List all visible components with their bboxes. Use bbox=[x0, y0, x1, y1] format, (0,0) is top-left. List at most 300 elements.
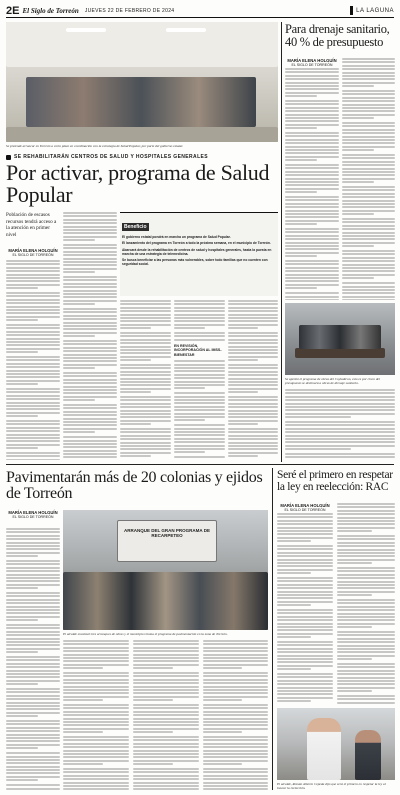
body-text-line bbox=[342, 213, 374, 215]
reeleccion-byline bbox=[277, 503, 333, 513]
body-text-line bbox=[120, 327, 151, 329]
body-text-line bbox=[342, 97, 395, 99]
body-text-line bbox=[285, 124, 339, 126]
body-text-line bbox=[6, 299, 60, 301]
body-text-line bbox=[63, 450, 117, 452]
body-text-line bbox=[120, 320, 171, 322]
body-text-line bbox=[63, 692, 129, 694]
body-text-line bbox=[63, 664, 129, 666]
body-text-line bbox=[63, 440, 117, 442]
body-text-line bbox=[6, 459, 60, 460]
body-text-line bbox=[120, 332, 171, 334]
body-text-line bbox=[337, 702, 395, 704]
body-text-line bbox=[285, 389, 395, 391]
body-text-line bbox=[174, 428, 225, 430]
body-text-line bbox=[63, 768, 129, 770]
body-text-line bbox=[63, 399, 95, 401]
body-text-line bbox=[277, 523, 333, 525]
body-text-line bbox=[6, 370, 60, 372]
body-text-line bbox=[285, 231, 339, 233]
body-text-line bbox=[6, 574, 60, 576]
body-text-line bbox=[6, 587, 38, 589]
body-text-line bbox=[337, 666, 395, 668]
body-text-line bbox=[6, 373, 60, 375]
body-text-line bbox=[228, 384, 278, 386]
body-text-line bbox=[174, 360, 225, 362]
body-text-line bbox=[120, 352, 171, 354]
body-text-line bbox=[285, 263, 339, 265]
body-text-line bbox=[63, 782, 129, 784]
body-text-line bbox=[277, 548, 333, 550]
desk: EL SIGLO DE TORREÓN bbox=[291, 63, 333, 68]
body-text-line bbox=[6, 712, 60, 714]
body-text-line bbox=[285, 280, 339, 282]
body-text-line bbox=[342, 225, 395, 227]
body-text-line bbox=[285, 132, 339, 134]
body-text-line bbox=[120, 413, 171, 415]
body-text-line bbox=[133, 753, 199, 755]
body-text-line bbox=[63, 667, 103, 669]
body-text-line bbox=[203, 660, 268, 662]
body-text-line bbox=[277, 545, 333, 547]
body-text-line bbox=[277, 641, 333, 643]
main-byline bbox=[6, 248, 60, 258]
body-text-line bbox=[337, 645, 395, 647]
main-headline: Por activar, programa de Salud Popular bbox=[6, 160, 270, 208]
body-text-line bbox=[285, 120, 339, 122]
body-text-line bbox=[285, 220, 339, 222]
body-text-line bbox=[277, 540, 311, 542]
sidebar-bullet: Se busca beneficiar a las personas más vulnerables, sobre todo familias que no cuenten con seguridad social. bbox=[122, 258, 268, 267]
section-label bbox=[350, 6, 394, 15]
body-text-line bbox=[342, 154, 395, 156]
body-text-line bbox=[63, 318, 117, 320]
body-text-line bbox=[228, 413, 278, 415]
body-text-line bbox=[174, 406, 225, 408]
body-text-line bbox=[6, 666, 60, 668]
body-text-line bbox=[277, 693, 333, 695]
ceiling-light bbox=[166, 28, 206, 32]
body-text-line bbox=[63, 760, 129, 762]
body-text-line bbox=[63, 721, 129, 723]
body-text-line bbox=[337, 623, 395, 625]
body-text-line bbox=[337, 559, 395, 561]
body-text-line bbox=[285, 216, 339, 218]
body-text-line bbox=[63, 778, 129, 780]
body-text-line bbox=[285, 78, 339, 80]
body-text-line bbox=[174, 327, 205, 329]
body-text-line bbox=[6, 306, 60, 308]
body-text-line bbox=[6, 324, 60, 326]
kicker-bullet-icon bbox=[6, 155, 11, 160]
body-text-line bbox=[203, 714, 268, 716]
body-text-line bbox=[6, 723, 60, 725]
body-text-line bbox=[337, 651, 395, 653]
body-text-line bbox=[285, 274, 339, 276]
body-text-line bbox=[285, 181, 339, 183]
body-text-line bbox=[342, 206, 395, 208]
body-text-line bbox=[6, 592, 60, 594]
body-text-line bbox=[120, 335, 171, 337]
body-text-line bbox=[120, 442, 171, 444]
body-text-line bbox=[6, 274, 60, 276]
body-text-line bbox=[203, 664, 268, 666]
body-text-line bbox=[342, 117, 374, 119]
body-text-line bbox=[63, 788, 129, 790]
body-text-line bbox=[228, 339, 278, 341]
body-text-line bbox=[63, 244, 117, 246]
body-text-line bbox=[203, 692, 268, 694]
body-text-line bbox=[342, 65, 395, 67]
body-text-line bbox=[6, 542, 60, 544]
body-text-line bbox=[133, 756, 199, 758]
body-text-line bbox=[342, 257, 395, 259]
desk: EL SIGLO DE TORREÓN bbox=[12, 515, 54, 520]
body-text-line bbox=[285, 406, 395, 408]
body-text-line bbox=[174, 307, 225, 309]
body-text-line bbox=[6, 631, 60, 633]
body-text-line bbox=[120, 359, 151, 361]
body-text-line bbox=[337, 687, 395, 689]
body-text-line bbox=[174, 370, 225, 372]
body-text-line bbox=[120, 317, 171, 319]
main-deck: Población de escasos recursos tendrá acceso a la atención en primer nivel bbox=[6, 212, 57, 238]
body-text-line bbox=[63, 421, 117, 423]
body-text-line bbox=[277, 597, 333, 599]
body-text-line bbox=[277, 661, 333, 663]
body-text-line bbox=[285, 164, 339, 166]
body-text-line bbox=[342, 78, 395, 80]
body-text-line bbox=[63, 290, 117, 292]
body-text-line bbox=[342, 235, 395, 237]
body-text-line bbox=[63, 424, 117, 426]
body-text-line bbox=[133, 711, 199, 713]
body-text-line bbox=[203, 739, 268, 741]
body-text-line bbox=[277, 530, 333, 532]
body-text-line bbox=[63, 711, 129, 713]
body-text-line bbox=[285, 252, 339, 254]
body-text-line bbox=[228, 431, 278, 433]
body-text-line bbox=[6, 577, 60, 579]
body-text-line bbox=[63, 286, 117, 288]
body-text-line bbox=[228, 303, 278, 305]
body-text-line bbox=[203, 643, 268, 645]
body-text-line bbox=[285, 95, 317, 97]
main-column-5 bbox=[228, 300, 278, 460]
body-text-line bbox=[337, 602, 395, 604]
body-text-line bbox=[342, 203, 395, 205]
body-text-line bbox=[174, 451, 205, 453]
council-photo-caption: Se aprobó el programa de obras del Cuyladicon, esto es por cinco del presupuesto se destinará a obras de drenaje sanitario. bbox=[285, 377, 380, 386]
body-text-line bbox=[63, 279, 117, 281]
body-text-line bbox=[285, 146, 339, 148]
body-text-line bbox=[203, 718, 268, 720]
body-text-line bbox=[133, 736, 199, 738]
body-text-line bbox=[285, 424, 395, 426]
crowd bbox=[63, 572, 268, 630]
body-text-line bbox=[277, 612, 333, 614]
body-text-line bbox=[6, 405, 60, 407]
body-text-line bbox=[277, 587, 333, 589]
body-text-line bbox=[203, 736, 268, 738]
body-text-line bbox=[203, 788, 268, 790]
pavimentacion-column-4 bbox=[203, 640, 268, 790]
kicker-text: SE REHABILITARÁN CENTROS DE SALUD Y HOSPITALES GENERALES bbox=[14, 154, 208, 160]
body-text-line bbox=[133, 664, 199, 666]
pavimentacion-column-1 bbox=[6, 528, 60, 790]
body-text-line bbox=[342, 125, 395, 127]
body-text-line bbox=[6, 651, 38, 653]
body-text-line bbox=[63, 315, 117, 317]
body-text-line bbox=[285, 421, 395, 423]
body-text-line bbox=[63, 367, 95, 369]
body-text-line bbox=[342, 139, 395, 141]
body-text-line bbox=[277, 562, 333, 564]
body-text-line bbox=[203, 778, 268, 780]
body-text-line bbox=[337, 631, 395, 633]
author: MARÍA ELENA HOLGUÍN bbox=[8, 510, 58, 515]
body-text-line bbox=[133, 771, 199, 773]
body-text-line bbox=[120, 367, 171, 369]
body-text-line bbox=[203, 760, 268, 762]
body-text-line bbox=[342, 232, 395, 234]
body-text-line bbox=[120, 396, 171, 398]
body-text-line bbox=[133, 731, 173, 733]
body-text-line bbox=[203, 782, 268, 784]
photo-caption: Se pretende arrancar en Torreón a corto plazo en coordinación con la estrategia de Salud Popular, por parte del gobierno estatal. bbox=[6, 144, 184, 148]
meeting-table bbox=[295, 348, 385, 358]
body-text-line bbox=[228, 317, 278, 319]
body-text-line bbox=[63, 332, 117, 334]
body-text-line bbox=[174, 335, 225, 337]
body-text-line bbox=[6, 388, 60, 390]
body-text-line bbox=[6, 779, 38, 781]
body-text-line bbox=[120, 339, 171, 341]
body-text-line bbox=[63, 650, 129, 652]
body-text-line bbox=[6, 788, 60, 790]
body-text-line bbox=[174, 445, 225, 447]
body-text-line bbox=[6, 752, 60, 754]
body-text-line bbox=[6, 319, 38, 321]
body-text-line bbox=[342, 286, 395, 288]
body-text-line bbox=[337, 641, 395, 643]
body-text-line bbox=[6, 260, 60, 262]
body-text-line bbox=[228, 327, 258, 329]
body-text-line bbox=[63, 396, 117, 398]
body-text-line bbox=[277, 633, 333, 635]
body-text-line bbox=[342, 82, 395, 84]
body-text-line bbox=[342, 221, 395, 223]
body-text-line bbox=[6, 302, 60, 304]
body-text-line bbox=[6, 455, 60, 457]
body-text-line bbox=[6, 730, 60, 732]
body-text-line bbox=[120, 381, 171, 383]
body-text-line bbox=[6, 327, 60, 329]
body-text-line bbox=[277, 700, 311, 702]
body-text-line bbox=[174, 387, 205, 389]
body-text-line bbox=[133, 775, 199, 777]
body-text-line bbox=[337, 587, 395, 589]
body-text-line bbox=[203, 672, 268, 674]
body-text-line bbox=[203, 707, 268, 709]
body-text-line bbox=[342, 90, 395, 92]
body-text-line bbox=[6, 548, 60, 550]
body-text-line bbox=[277, 680, 333, 682]
body-text-line bbox=[63, 724, 129, 726]
body-text-line bbox=[6, 402, 60, 404]
body-text-line bbox=[285, 135, 339, 137]
body-text-line bbox=[277, 668, 311, 670]
body-text-line bbox=[228, 416, 278, 418]
body-text-line bbox=[174, 456, 225, 458]
body-text-line bbox=[63, 364, 117, 366]
body-text-line bbox=[277, 676, 333, 678]
ceiling-light bbox=[66, 28, 106, 32]
masthead bbox=[6, 4, 394, 18]
body-text-line bbox=[342, 242, 395, 244]
body-text-line bbox=[342, 146, 395, 148]
body-text-line bbox=[174, 431, 225, 433]
body-text-line bbox=[277, 580, 333, 582]
body-text-line bbox=[63, 763, 103, 765]
body-text-line bbox=[6, 415, 38, 417]
body-text-line bbox=[133, 778, 199, 780]
body-text-line bbox=[337, 634, 395, 636]
body-text-line bbox=[342, 282, 395, 284]
body-text-line bbox=[228, 364, 278, 366]
sidebar-bullet: El lanzamiento del programa en Torreón a todo la próxima semana, en el municipio de Torreón. bbox=[122, 241, 271, 246]
body-text-line bbox=[174, 434, 225, 436]
body-text-line bbox=[63, 654, 129, 656]
body-text-line bbox=[63, 750, 129, 752]
body-text-line bbox=[120, 391, 151, 393]
body-text-line bbox=[285, 431, 395, 433]
body-text-line bbox=[277, 513, 333, 515]
body-text-line bbox=[285, 299, 339, 300]
column-divider bbox=[272, 468, 273, 790]
body-text-line bbox=[63, 379, 117, 381]
body-text-line bbox=[337, 530, 372, 532]
body-text-line bbox=[6, 312, 60, 314]
body-text-line bbox=[337, 542, 395, 544]
body-text-line bbox=[6, 423, 60, 425]
body-text-line bbox=[120, 416, 171, 418]
body-text-line bbox=[174, 402, 225, 404]
body-text-line bbox=[133, 714, 199, 716]
body-text-line bbox=[337, 517, 395, 519]
body-text-line bbox=[63, 261, 117, 263]
body-text-line bbox=[228, 396, 278, 398]
body-text-line bbox=[63, 229, 117, 231]
body-text-line bbox=[285, 409, 395, 411]
body-text-line bbox=[228, 371, 278, 373]
body-text-line bbox=[203, 699, 242, 701]
body-text-line bbox=[63, 392, 117, 394]
body-text-line bbox=[63, 714, 129, 716]
body-text-line bbox=[174, 396, 225, 398]
body-text-line bbox=[6, 663, 60, 665]
body-text-line bbox=[120, 388, 171, 390]
body-text-line bbox=[285, 428, 395, 430]
body-text-line bbox=[6, 599, 60, 601]
main-column-1 bbox=[6, 260, 60, 460]
body-text-line bbox=[285, 82, 339, 84]
body-text-line bbox=[6, 267, 60, 269]
body-text-line bbox=[6, 708, 60, 710]
body-text-line bbox=[277, 527, 333, 529]
body-text-line bbox=[63, 679, 129, 681]
body-text-line bbox=[337, 619, 395, 621]
body-text-line bbox=[285, 127, 317, 129]
body-text-line bbox=[63, 446, 117, 448]
body-text-line bbox=[203, 756, 268, 758]
body-text-line bbox=[6, 338, 60, 340]
body-text-line bbox=[63, 418, 117, 420]
body-text-line bbox=[203, 682, 268, 684]
body-text-line bbox=[203, 775, 268, 777]
body-text-line bbox=[285, 191, 317, 193]
body-text-line bbox=[285, 396, 395, 398]
mayor-figure bbox=[307, 718, 341, 780]
body-text-line bbox=[174, 424, 225, 426]
body-text-line bbox=[342, 58, 395, 60]
body-text-line bbox=[277, 516, 333, 518]
body-text-line bbox=[63, 686, 129, 688]
body-text-line bbox=[277, 533, 333, 535]
pavimentacion-column-2 bbox=[63, 640, 129, 790]
body-text-line bbox=[63, 212, 117, 214]
body-text-line bbox=[203, 763, 242, 765]
body-text-line bbox=[6, 552, 60, 554]
body-text-line bbox=[133, 785, 199, 787]
body-text-line bbox=[63, 411, 117, 413]
body-text-line bbox=[285, 156, 339, 158]
body-text-line bbox=[120, 378, 171, 380]
body-text-line bbox=[228, 420, 278, 422]
body-text-line bbox=[342, 72, 395, 74]
body-text-line bbox=[6, 391, 60, 393]
body-text-line bbox=[337, 567, 395, 569]
body-text-line bbox=[277, 636, 311, 638]
body-text-line bbox=[342, 122, 395, 124]
body-text-line bbox=[6, 535, 60, 537]
body-text-line bbox=[63, 322, 117, 324]
body-text-line bbox=[277, 537, 333, 539]
body-text-line bbox=[6, 776, 60, 778]
body-text-line bbox=[63, 643, 129, 645]
body-text-line bbox=[285, 292, 339, 294]
body-text-line bbox=[342, 245, 374, 247]
body-text-line bbox=[120, 307, 171, 309]
body-text-line bbox=[120, 431, 171, 433]
main-column-4 bbox=[174, 300, 225, 460]
body-text-line bbox=[228, 445, 278, 447]
body-text-line bbox=[203, 675, 268, 677]
body-text-line bbox=[63, 343, 117, 345]
body-text-line bbox=[6, 380, 60, 382]
body-text-line bbox=[277, 569, 333, 571]
body-text-line bbox=[285, 260, 339, 262]
body-text-line bbox=[337, 552, 395, 554]
body-text-line bbox=[342, 61, 395, 63]
body-text-line bbox=[285, 441, 395, 443]
body-text-line bbox=[6, 344, 60, 346]
body-text-line bbox=[63, 753, 129, 755]
recarpeteo-caption: El alcalde encabezó tres arranques de obras y el municipio retoma el programa de pavimentación en la zona de Torreón. bbox=[63, 632, 228, 636]
body-text-line bbox=[63, 271, 95, 273]
body-text-line bbox=[285, 403, 395, 405]
body-text-line bbox=[63, 660, 129, 662]
